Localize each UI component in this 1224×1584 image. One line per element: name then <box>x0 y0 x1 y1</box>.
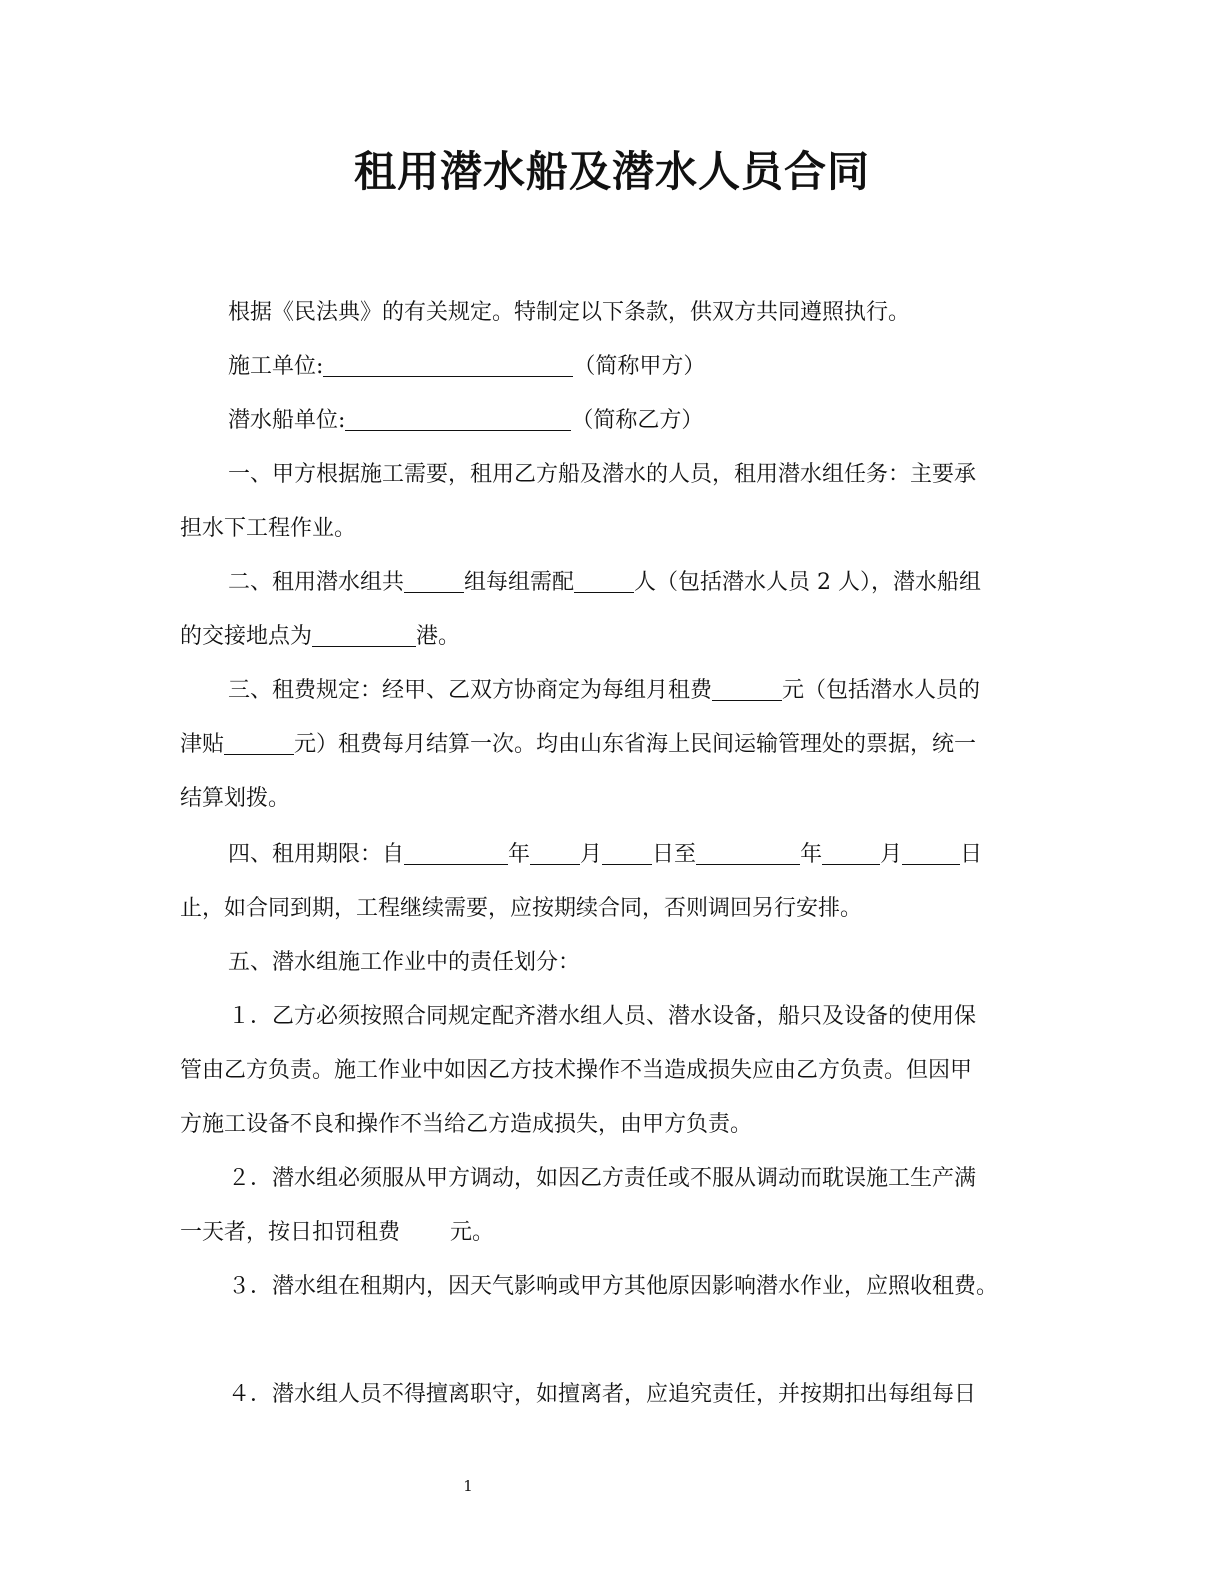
clause-2-text-a: 二、租用潜水组共 <box>228 570 405 595</box>
clause-3-text-a: 三、租费规定：经甲、乙双方协商定为每组月租费 <box>228 678 713 703</box>
clause-4-day-b: 日 <box>960 842 983 867</box>
clause-4-day-to: 日至 <box>652 842 697 867</box>
monthly-rent-blank[interactable] <box>712 678 782 701</box>
item-2-text-a: 一天者，按日扣罚租费 <box>180 1220 401 1245</box>
clause-3-line-2 <box>180 727 1060 763</box>
contract-title: 租用潜水船及潜水人员合同 <box>353 147 870 196</box>
party-a-label: 施工单位: <box>228 354 324 379</box>
handover-port-blank[interactable] <box>312 624 416 647</box>
party-a-line <box>228 349 1060 385</box>
clause-4-text-a: 四、租用期限：自 <box>228 842 405 867</box>
clause-3-text-b: 元（包括潜水人员的 <box>782 678 981 703</box>
allowance-blank[interactable] <box>224 732 294 755</box>
item-1-line-1: １．乙方必须按照合同规定配齐潜水组人员、潜水设备，船只及设备的使用保 <box>228 1004 977 1029</box>
item-2-text-b: 元。 <box>450 1220 495 1245</box>
party-b-label: 潜水船单位: <box>228 408 346 433</box>
end-year-blank[interactable] <box>696 842 800 865</box>
clause-3-line-3: 结算划拨。 <box>180 786 291 811</box>
clause-3-text-c: 津贴 <box>180 732 225 757</box>
clause-3-line-1 <box>228 673 1060 709</box>
party-a-suffix: （简称甲方） <box>573 354 706 379</box>
clause-2-text-b: 组每组需配 <box>464 570 575 595</box>
item-1-line-2: 管由乙方负责。施工作业中如因乙方技术操作不当造成损失应由乙方负责。但因甲 <box>180 1058 973 1083</box>
intro-paragraph: 根据《民法典》的有关规定。特制定以下条款，供双方共同遵照执行。 <box>228 300 911 325</box>
party-b-blank[interactable] <box>345 408 571 431</box>
group-count-blank[interactable] <box>404 570 464 593</box>
item-3-line-1: ３．潜水组在租期内，因天气影响或甲方其他原因影响潜水作业，应照收租费。 <box>228 1274 999 1299</box>
clause-4-year-a: 年 <box>508 842 531 867</box>
end-day-blank[interactable] <box>902 842 960 865</box>
clause-2-text-e: 港。 <box>416 624 461 649</box>
item-1-line-3: 方施工设备不良和操作不当给乙方造成损失，由甲方负责。 <box>180 1112 753 1137</box>
start-year-blank[interactable] <box>404 842 508 865</box>
end-month-blank[interactable] <box>822 842 880 865</box>
clause-1-line-2: 担水下工程作业。 <box>180 516 357 541</box>
clause-2-text-d: 的交接地点为 <box>180 624 313 649</box>
clause-3-text-d: 元）租费每月结算一次。均由山东省海上民间运输管理处的票据，统一 <box>294 732 977 757</box>
clause-2-line-1 <box>228 565 1060 601</box>
party-a-blank[interactable] <box>323 354 573 377</box>
item-2-line-2 <box>180 1215 1060 1251</box>
clause-4-year-b: 年 <box>800 842 823 867</box>
item-2-line-1: ２．潜水组必须服从甲方调动，如因乙方责任或不服从调动而耽误施工生产满 <box>228 1166 977 1191</box>
clause-5-heading: 五、潜水组施工作业中的责任划分： <box>228 950 581 975</box>
clause-2-text-c: 人（包括潜水人员 2 人），潜水船组 <box>634 570 982 595</box>
item-4-line-1: ４．潜水组人员不得擅离职守，如擅离者，应追究责任，并按期扣出每组每日 <box>228 1382 977 1407</box>
clause-2-line-2 <box>180 619 1060 655</box>
clause-4-month-a: 月 <box>580 842 603 867</box>
start-day-blank[interactable] <box>602 842 652 865</box>
clause-4-month-b: 月 <box>880 842 903 867</box>
clause-1-line-1: 一、甲方根据施工需要，租用乙方船及潜水的人员，租用潜水组任务：主要承 <box>228 462 977 487</box>
person-count-blank[interactable] <box>574 570 634 593</box>
clause-4-line-1 <box>228 837 1060 873</box>
page-number: 1 <box>463 1477 473 1495</box>
start-month-blank[interactable] <box>530 842 580 865</box>
party-b-line <box>228 403 1060 439</box>
clause-4-line-2: 止，如合同到期，工程继续需要，应按期续合同，否则调回另行安排。 <box>180 896 863 921</box>
party-b-suffix: （简称乙方） <box>571 408 704 433</box>
